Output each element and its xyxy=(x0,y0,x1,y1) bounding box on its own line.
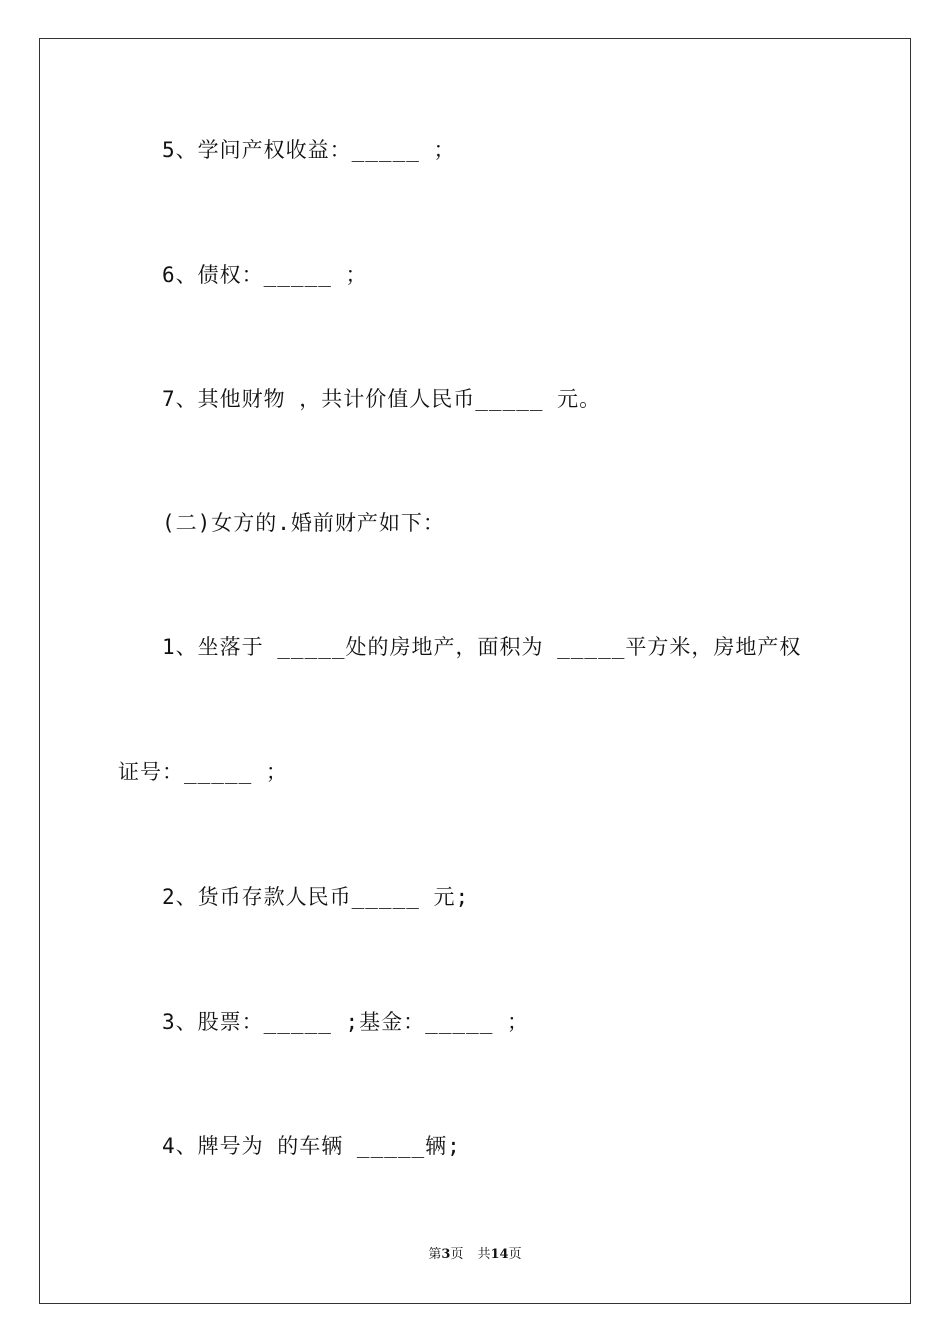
footer-page-suffix: 页 xyxy=(450,1247,464,1262)
footer-page-number: 3 xyxy=(441,1247,451,1262)
text-line-other-property: 7、其他财物 ，共计价值人民币_____ 元。 xyxy=(162,387,602,411)
footer-total-suffix: 页 xyxy=(508,1247,522,1262)
text-line-ip-income: 5、学问产权收益：_____ ； xyxy=(162,138,456,162)
text-line-creditor-rights: 6、债权：_____ ； xyxy=(162,263,368,287)
text-line-currency-deposit: 2、货币存款人民币_____ 元; xyxy=(162,885,470,909)
footer-page-prefix: 第 xyxy=(428,1247,442,1262)
text-line-vehicle: 4、牌号为 的车辆 _____辆; xyxy=(162,1134,461,1158)
footer-total-pages: 14 xyxy=(490,1247,509,1262)
footer-total-prefix: 共 xyxy=(477,1247,491,1262)
text-line-certificate-number: 证号：_____ ； xyxy=(118,760,288,784)
section-heading-female-premarital-property: (二)女方的.婚前财产如下： xyxy=(162,511,445,535)
page-frame xyxy=(39,38,911,1304)
page-footer xyxy=(0,1247,950,1263)
text-line-stocks-funds: 3、股票：_____ ;基金：_____ ； xyxy=(162,1010,530,1034)
text-line-real-estate: 1、坐落于 _____处的房地产，面积为 _____平方米，房地产权 xyxy=(162,635,802,659)
